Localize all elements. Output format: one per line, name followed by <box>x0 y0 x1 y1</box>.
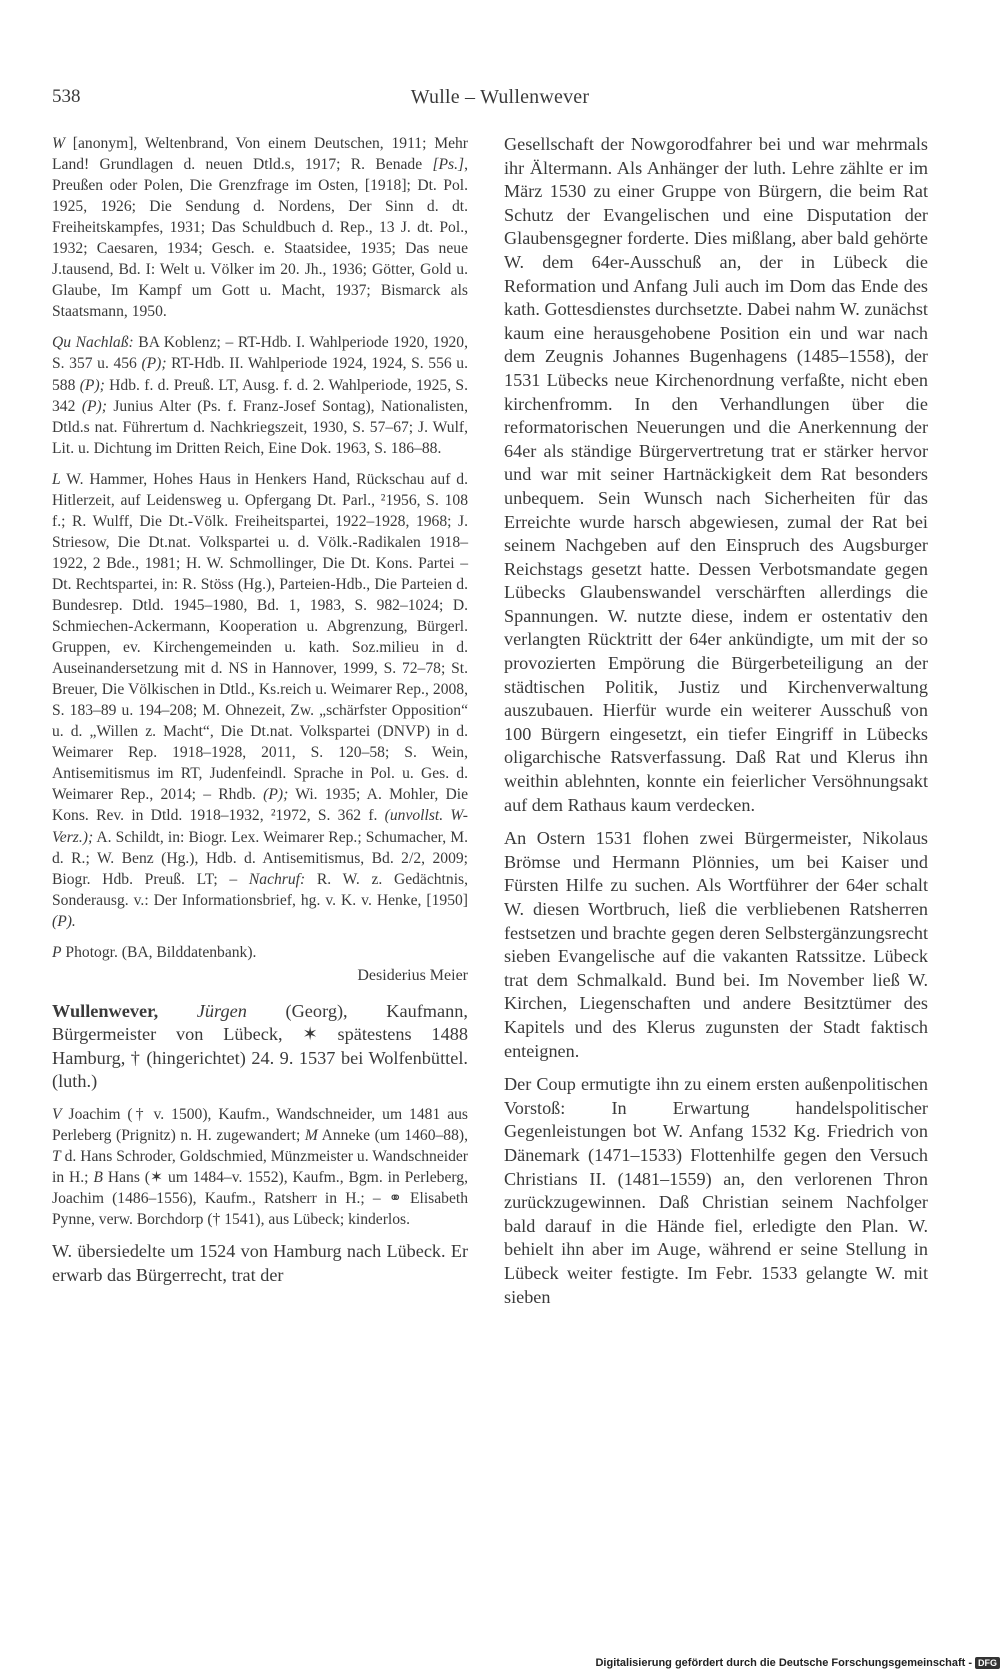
works-text-2: , Preußen oder Polen, Die Grenzfrage im Osten, [1918]; Dt. Pol. 1925, 1926; Die Sendung d. Nordens, Der Sinn d. dt. Freiheitskampfes, 1931; Das Schuldbuch d. Rep., 13 J. dt. Pol., 1932; Caesaren, 1934; Gesch. e. Staatsidee, 1935; Das neue J.tausend, Bd. I: Welt u. Völker im 20. Jh., 1936; Götter, Gold u. Glaube, Im Kampf um Gott u. Macht, 1937; Bismarck als Staatsmann, 1950. <box>52 156 468 321</box>
article-author: Desiderius Meier <box>357 966 468 984</box>
literature-p-1: (P); <box>263 786 289 804</box>
genealogy-text-4: Hans (✶ um 1484–v. 1552), Kaufm., Bgm. in Perleberg, Joachim (1486–1556), Kaufm., Ratsherr in H.; – ⚭ Elisabeth Pynne, verw. Borchdorp († 1541), aus Lübeck; kinderlos. <box>52 1168 468 1229</box>
works-ps: [Ps.] <box>432 156 465 174</box>
literature-italic-2: Nachruf: <box>248 870 306 888</box>
right-column <box>504 133 928 1319</box>
paragraph-2: An Ostern 1531 flohen zwei Bürgermeister, Nikolaus Brömse und Hermann Plönnies, um bei Kaiser und Fürsten Hilfe zu suchen. Als Wortführer der 64er schalt W. diesen Wortbruch, ließ die verbliebenen Ratsherren festsetzen und brachte gegen deren Selbstergänzungsrecht sieben Evangelische auf die vakanten Ratssitze. Lübeck trat dem Schmalkald. Bund bei. Im November ließ W. Kirchen, Liegenschaften und andere Besitztümer des Kapitels und des Klerus zugunsten der Stadt faktisch enteignen. <box>504 828 928 1061</box>
entry-name: Wullenwever, <box>52 1000 159 1021</box>
genealogy-text-3: d. Hans Schroder, Goldschmied, Münzmeister u. Wandschneider in H.; <box>52 1147 468 1186</box>
paragraph-1: Gesellschaft der Nowgorodfahrer bei und war mehrmals ihr Ältermann. Als Anhänger der luth. Lehre zählte er im März 1530 zu einer Gruppe von Bürgern, die beim Rat Schutz der Evangelischen und eine Disputation der Glaubensgegner forderte. Dies mißlang, aber bald gehörte W. dem 64er-Ausschuß an, der in Lübeck die Reformation und Anfang Juli auch im Dom das Ende des kath. Gottesdienstes durchsetzte. Dabei nahm W. zunächst kaum eine herausgehobene Position ein und war nach dem Zeugnis Johannes Bugenhagens (1485–1558), der 1531 Lübecks neue Kirchenordnung verfaßte, nicht eben kirchenfromm. In den Verhandlungen über die reformatorischen Neuerungen und die Anerkennung der 64er als ständige Bürgervertretung trat er stärker hervor und war mit seiner Hartnäckigkeit dem Rat besonders unbequem. Sein Wunsch nach Sicherheiten für das Erreichte wurde harsch abgewiesen, zumal der Rat bei seinem Nachgeben auf den Einspruch des Augsburger Reichstags gesetzt hatte. Dessen Verbotsmandate gegen Lübecks Glaubenswandel verschärften allerdings die Spannungen. W. nutzte diese, indem er ostentativ den verlangten Rücktritt der 64er ankündigte, um mit der so provozierten Empörung die Bürgerbeteiligung an der städtischen Politik, Justiz und Kirchenverwaltung auszubauen. Hierfür wurde ein weiterer Ausschuß von 100 Bürgern eingesetzt, ein tiefer Eingriff in Lübecks oligarchische Ratsverfassung. Daß Rat und Klerus ihn weithin ablehnten, konnte ein feierlicher Versöhnungsakt auf dem Rathaus kaum verdecken. <box>504 134 928 815</box>
intro-paragraph: W. übersiedelte um 1524 von Hamburg nach Lübeck. Er erwarb das Bürgerrecht, trat der <box>52 1241 468 1285</box>
sources-text-4: Junius Alter (Ps. f. Franz-Josef Sontag), Nationalisten, Dtld.s nat. Führertum d. Nachkriegszeit, 1930, S. 57–67; J. Wulf, Lit. u. Dichtung im Dritten Reich, Eine Dok. 1963, S. 186–88. <box>52 397 468 457</box>
footer-credit <box>595 1657 1000 1669</box>
portrait <box>52 942 468 963</box>
literature-p-2: (P). <box>52 912 76 930</box>
sources-p-3: (P); <box>81 397 107 415</box>
literature <box>52 469 468 932</box>
sources-text-1: BA Koblenz; – RT-Hdb. I. Wahlperiode 1920, 1920, S. 357 u. 456 <box>52 334 468 373</box>
works-list <box>52 133 468 322</box>
sources-p-2: (P); <box>79 376 105 394</box>
genealogy-m: M <box>304 1126 318 1144</box>
literature-siglum: L <box>52 470 61 488</box>
literature-text-2: Wi. 1935; A. Mohler, Die Kons. Rev. in Dtld. 1918–1932, ²1972, S. 362 f. <box>52 786 468 825</box>
genealogy-text-2: Anneke (um 1460–88), <box>317 1126 468 1144</box>
sources-text-3: Hdb. f. d. Preuß. LT, Ausg. f. d. 2. Wahlperiode, 1925, S. 342 <box>52 376 468 415</box>
literature-italic-1: (unvollst. W-Verz.); <box>52 807 468 846</box>
entry-heading-rest: (Georg), Kaufmann, Bürgermeister von Lübeck, ✶ spätestens 1488 Hamburg, † (hingerichtet) 24. 9. 1537 bei Wolfenbüttel. (luth.) <box>52 1000 468 1092</box>
works-siglum: W <box>52 135 65 152</box>
entry-heading <box>52 1000 468 1094</box>
sources-text-2: RT-Hdb. II. Wahlperiode 1924, 1924, S. 556 u. 588 <box>52 355 468 394</box>
genealogy-v: V <box>52 1105 62 1123</box>
works-text: [anonym], Weltenbrand, Von einem Deutschen, 1911; Mehr Land! Grundlagen d. neuen Dtld.s, 1917; R. Benade <box>52 135 468 174</box>
genealogy-b: B <box>93 1168 103 1186</box>
portrait-siglum: P <box>52 943 62 961</box>
running-head: Wulle – Wullenwever <box>410 86 590 108</box>
dfg-logo-icon: DFG <box>975 1657 1000 1669</box>
portrait-text: Photogr. (BA, Bilddatenbank). <box>61 943 257 961</box>
literature-text-4: R. W. z. Gedächtnis, Sonderausg. v.: Der Informationsbrief, hg. v. K. v. Henke, [1950] <box>52 870 468 909</box>
literature-text-1: W. Hammer, Hohes Haus in Henkers Hand, Rückschau auf d. Hitlerzeit, auf Leidensweg u. Opfergang Dt. Parl., ²1956, S. 108 f.; R. Wulff, Die Dt.-Völk. Freiheitspartei, 1922–1928, 1968; J. Striesow, Die Dt.nat. Volkspartei u. d. Völk.-Radikalen 1918–1922, 2 Bde., 1981; H. W. Schmollinger, Die Dt. Kons. Partei – Dt. Rechtspartei, in: R. Stöss (Hg.), Parteien-Hdb., Die Parteien d. Bundesrep. Dtld. 1945–1980, Bd. 1, 1983, S. 982–1024; D. Schmiechen-Ackermann, Kooperation u. Abgrenzung, Bürgerl. Gruppen, ev. Kirchengemeinden u. kath. Soz.milieu in d. Auseinandersetzung mit d. NS in Hannover, 1999, S. 72–78; St. Breuer, Die Völkischen in Dtld., Ks.reich u. Weimarer Rep., 2008, S. 183–89 u. 194–208; M. Ohnezeit, Zw. „schärfster Opposition“ u. d. „Willen z. Macht“, Die Dt.nat. Volkspartei (DNVP) in d. Weimarer Rep. 1918–1928, 2011, S. 120–58; S. Wein, Antisemitismus im RT, Judenfeindl. Sprache in Pol. u. Ges. d. Weimarer Rep., 2014; – Rhdb. <box>52 470 468 804</box>
sources <box>52 332 468 458</box>
sources-p-1: (P); <box>141 355 167 373</box>
genealogy-text-1: Joachim († v. 1500), Kaufm., Wandschneider, um 1481 aus Perleberg (Prignitz) n. H. zugewandert; <box>52 1105 468 1144</box>
left-column <box>52 133 468 1297</box>
literature-text-3: A. Schildt, in: Biogr. Lex. Weimarer Rep.; Schumacher, M. d. R.; W. Benz (Hg.), Hdb. d. Antisemitismus, Bd. 2/2, 2009; Biogr. Hdb. Preuß. LT; – <box>52 828 468 888</box>
genealogy-t: T <box>52 1147 61 1165</box>
genealogy <box>52 1104 468 1230</box>
entry-first-name: Jürgen <box>158 1000 247 1021</box>
page-number: 538 <box>52 86 81 107</box>
paragraph-3: Der Coup ermutigte ihn zu einem ersten außenpolitischen Vorstoß: In Erwartung handelspolitischer Gegenleistungen bot W. Anfang 1532 Kg. Friedrich von Dänemark (1471–1533) Flottenhilfe gegen den Versuch Christians II. (1481–1559) an, den verlorenen Thron zurückzugewinnen. Daß Christian seinem Nachfolger bald darauf in die Hände fiel, erledigte den Plan. W. behielt ihn aber im Auge, während er seine Stellung in Lübeck weiter festigte. Im Febr. 1533 gelangte W. mit sieben <box>504 1074 928 1307</box>
sources-siglum: Qu Nachlaß: <box>52 334 134 352</box>
footer-text: Digitalisierung gefördert durch die Deutsche Forschungsgemeinschaft - <box>595 1657 972 1669</box>
